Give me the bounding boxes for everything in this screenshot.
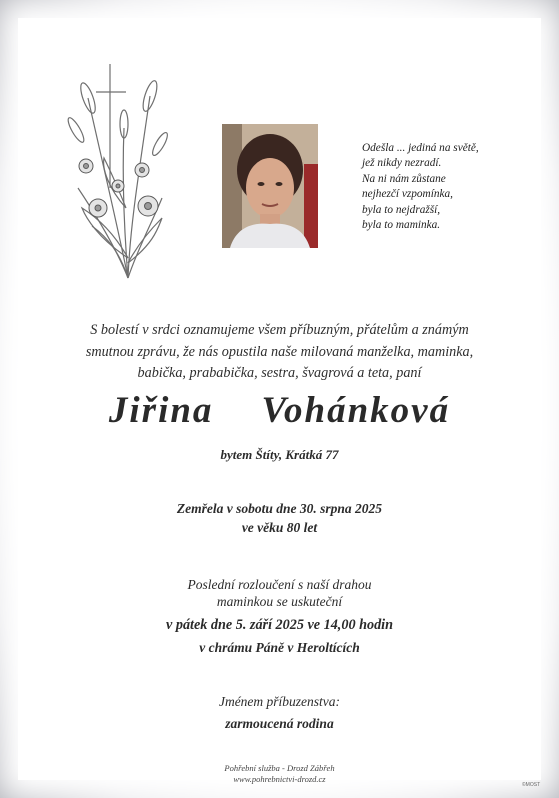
poem-line: Odešla ... jediná na světě, — [362, 142, 479, 154]
signature-family: zarmoucená rodina — [225, 716, 334, 731]
announcement-line: S bolestí v srdci oznamujeme všem příbuzným, přátelům a známým — [90, 322, 469, 338]
death-age: ve věku 80 let — [241, 520, 318, 535]
footer-website: www.pohrebnictvi-drozd.cz — [233, 774, 326, 784]
poem-line: nejhezčí vzpomínka, — [362, 188, 453, 201]
portrait-photo — [222, 124, 318, 248]
footer-company: Pohřební služba - Drozd Zábřeh — [224, 763, 335, 773]
farewell-place: v chrámu Páně v Heroltících — [199, 640, 360, 655]
death-date: Zemřela v sobotu dne 30. srpna 2025 — [176, 501, 383, 516]
poem-line: Na ni nám zůstane — [362, 172, 446, 185]
memorial-poem — [362, 141, 532, 233]
deceased-name — [0, 389, 559, 432]
first-name: Jiřina — [108, 390, 214, 431]
poem-line: byla to maminka. — [362, 219, 441, 232]
copyright-mark: ©MOST — [522, 782, 541, 788]
deceased-address: bytem Štíty, Krátká 77 — [220, 447, 339, 462]
farewell-intro-line: maminkou se uskuteční — [216, 594, 343, 609]
farewell-intro-line: Poslední rozloučení s naší drahou — [187, 577, 372, 592]
announcement-line: babička, prababička, sestra, švagrová a teta, paní — [137, 365, 422, 381]
farewell-date-time: v pátek dne 5. září 2025 ve 14,00 hodin — [166, 617, 393, 633]
announcement-line: smutnou zprávu, že nás opustila naše milovaná manželka, maminka, — [85, 343, 474, 360]
cross-with-wheat-and-flowers-icon — [58, 58, 170, 288]
poem-line: byla to nejdražší, — [362, 203, 441, 216]
poem-line: jež nikdy nezradí. — [362, 157, 442, 170]
last-name: Vohánková — [261, 390, 451, 431]
announcement-text — [30, 320, 529, 385]
signature-label: Jménem příbuzenstva: — [218, 694, 341, 709]
